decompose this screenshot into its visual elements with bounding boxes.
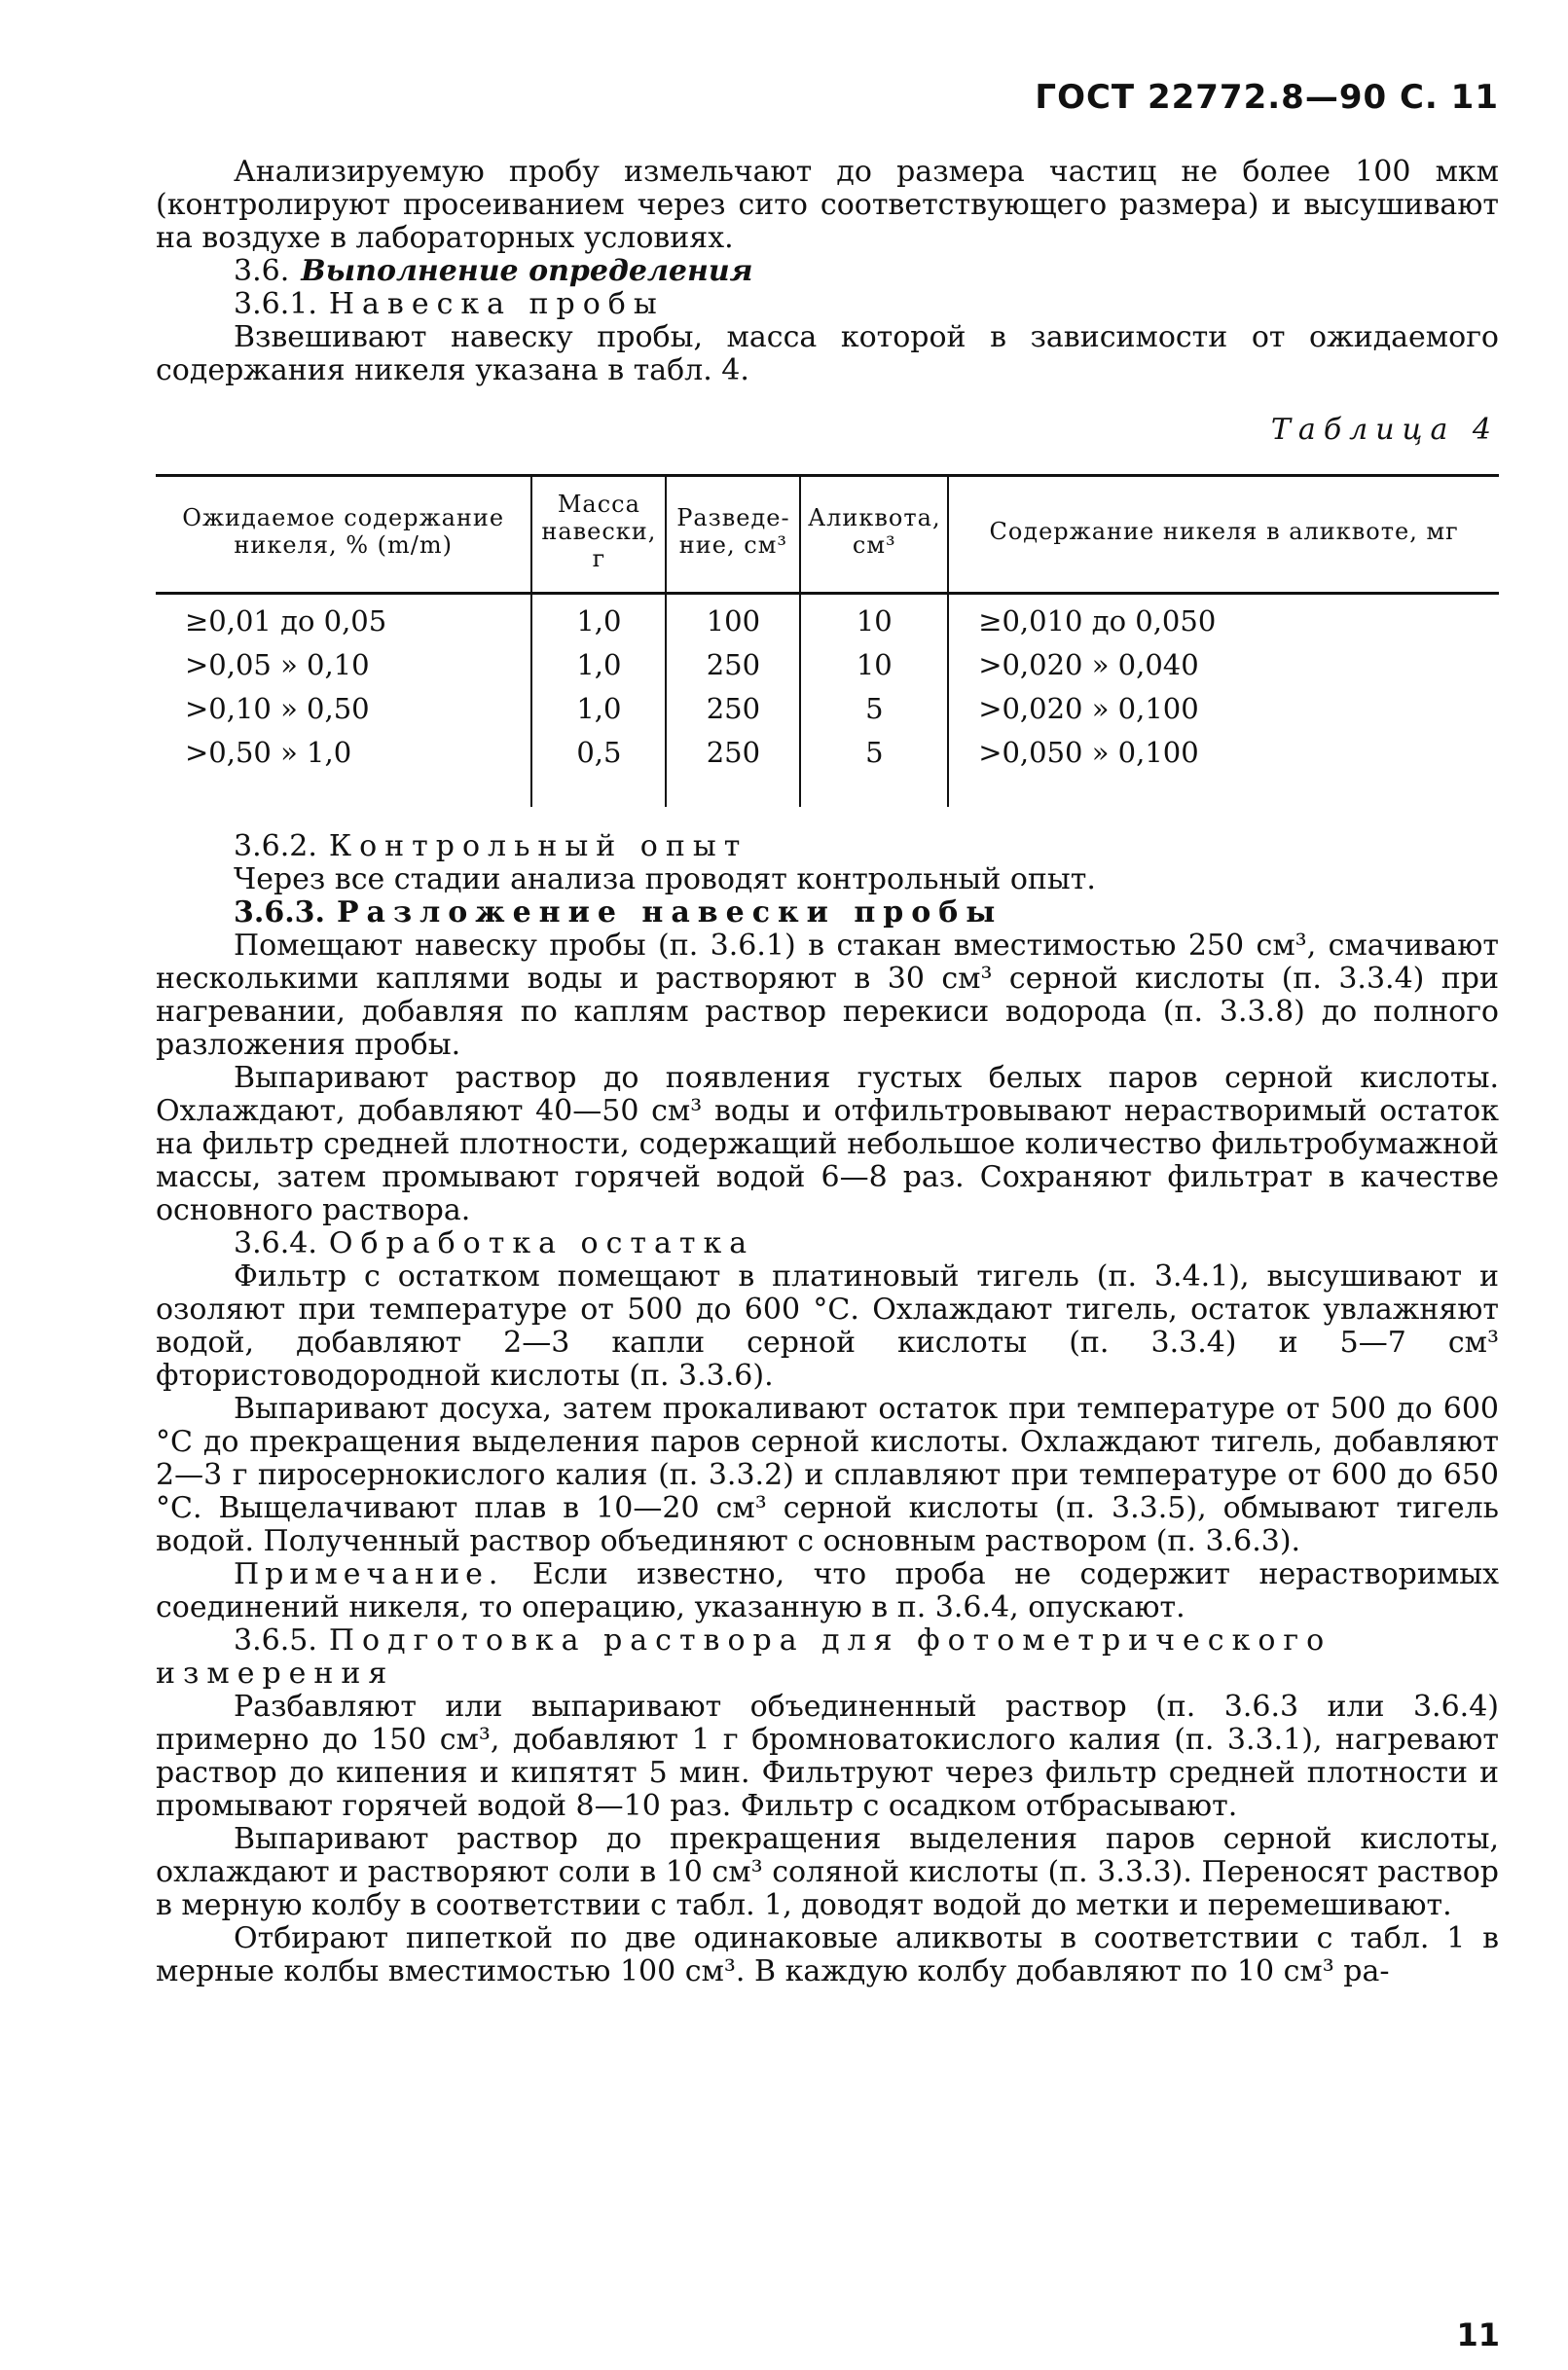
table-cell: 0,5 [531,726,666,807]
table-row [156,682,1499,726]
section-3-6-2-text: Через все стадии анализа проводят контрольный опыт. [234,862,1096,896]
section-title: Навеска пробы [328,287,665,321]
table-cell: 1,0 [531,682,666,726]
table-cell: 250 [666,726,800,807]
table-cell: 10 [800,594,948,639]
nickel-table [156,474,1499,807]
table-cell: >0,10 » 0,50 [185,692,370,725]
table-cell: >0,020 » 0,040 [948,638,1499,682]
section-3-6-4-paragraph-1: Фильтр с остатком помещают в платиновый тигель (п. 3.4.1), высушивают и озоляют при температуре от 500 до 600 °С. Охлаждают тигель, остаток увлажняют водой, добавляют 2—3 капли серной кислоты (п. 3.3.4) и 5—7 см³ фтористоводородной кислоты (п. 3.3.6). [156,1259,1499,1393]
section-number: 3.6.5. [234,1623,317,1658]
table-cell: ≥0,010 до 0,050 [948,594,1499,639]
section-3-6-4-heading [156,1227,1499,1260]
table-cell: 100 [666,594,800,639]
column-header: Масса навески, г [531,476,666,594]
table-body [156,594,1499,808]
table-row [156,638,1499,682]
section-title: Разложение навески пробы [336,895,1003,930]
section-3-6-5-paragraph-1: Разбавляют или выпаривают объединенный раствор (п. 3.6.3 или 3.6.4) примерно до 150 см³, добавляют 1 г бромноватокислого калия (п. 3.3.1), нагревают раствор до кипения и кипятят 5 мин. Фильтруют через фильтр средней плотности и промывают горячей водой 8—10 раз. Фильтр с осадком отбрасывают. [156,1690,1499,1823]
section-3-6-3-heading [156,896,1499,930]
table-cell: >0,020 » 0,100 [948,682,1499,726]
table-row [156,726,1499,807]
section-3-6-5-heading [156,1624,1499,1691]
section-title: Выполнение определения [301,254,753,288]
table-header-row [156,476,1499,594]
section-title: Подготовка раствора для фотометрического измерения [156,1623,1332,1691]
table-row [156,594,1499,639]
intro-paragraph: Анализируемую пробу измельчают до размера частиц не более 100 мкм (контролируют просеиванием через сито соответствующего размера) и высушивают на воздухе в лабораторных условиях. [156,155,1499,255]
section-3-6-1-text: Взвешивают навеску пробы, масса которой в зависимости от ожидаемого содержания никеля указана в табл. 4. [156,320,1499,387]
table-cell: 250 [666,682,800,726]
section-3-6-1-heading [156,288,1499,321]
section-3-6-3-paragraph-2: Выпаривают раствор до появления густых белых паров серной кислоты. Охлаждают, добавляют 40—50 см³ воды и отфильтровывают нерастворимый остаток на фильтр средней плотности, содержащий небольшое количество фильтробумажной массы, затем промывают горячей водой 6—8 раз. Сохраняют фильтрат в качестве основного раствора. [156,1061,1499,1227]
note-text: Если известно, что проба не содержит нерастворимых соединений никеля, то операцию, указанную в п. 3.6.4, опускают. [156,1557,1499,1624]
section-title: Обработка остатка [328,1226,755,1260]
section-3-6-5-paragraph-2: Выпаривают раствор до прекращения выделения паров серной кислоты, охлаждают и растворяют соли в 10 см³ соляной кислоты (п. 3.3.3). Переносят раствор в мерную колбу в соответствии с табл. 1, доводят водой до метки и перемешивают. [156,1822,1499,1922]
section-title: Контрольный опыт [328,829,748,863]
table-cell: 1,0 [531,638,666,682]
note-label: Примечание. [234,1557,504,1591]
table-header [156,476,1499,594]
section-number: 3.6.2. [234,829,317,863]
table-caption: Таблица 4 [1270,413,1499,447]
column-header: Разведе-ние, см³ [666,476,800,594]
column-header: Ожидаемое содержание никеля, % (m/m) [156,476,531,594]
section-number: 3.6.4. [234,1226,317,1260]
section-3-6-4-paragraph-2: Выпаривают досуха, затем прокаливают остаток при температуре от 500 до 600 °С до прекращения выделения паров серной кислоты. Охлаждают тигель, добавляют 2—3 г пиросернокислого калия (п. 3.3.2) и сплавляют при температуре от 600 до 650 °С. Выщелачивают плав в 10—20 см³ серной кислоты (п. 3.3.5), обмывают тигель водой. Полученный раствор объединяют с основным раствором (п. 3.6.3). [156,1392,1499,1558]
column-header: Содержание никеля в аликвоте, мг [948,476,1499,594]
table-cell: ≥0,01 до 0,05 [185,604,387,638]
section-3-6-2-heading [156,830,1499,863]
table-cell: 250 [666,638,800,682]
section-number: 3.6.3. [234,895,325,930]
running-header: ГОСТ 22772.8—90 С. 11 [1035,78,1499,117]
section-3-6-5-paragraph-3: Отбирают пипеткой по две одинаковые аликвоты в соответствии с табл. 1 в мерные колбы вместимостью 100 см³. В каждую колбу добавляют по 10 см³ ра- [156,1921,1499,1988]
section-number: 3.6.1. [234,287,317,321]
page-number: 11 [1456,2316,1500,2353]
table-cell: >0,50 » 1,0 [185,736,352,769]
note-paragraph [156,1558,1499,1624]
table-cell: 10 [800,638,948,682]
column-header: Аликвота, см³ [800,476,948,594]
table-cell: >0,05 » 0,10 [185,648,370,681]
section-3-6-3-paragraph-1: Помещают навеску пробы (п. 3.6.1) в стакан вместимостью 250 см³, смачивают несколькими каплями воды и растворяют в 30 см³ серной кислоты (п. 3.3.4) при нагревании, добавляя по каплям раствор перекиси водорода (п. 3.3.8) до полного разложения пробы. [156,929,1499,1062]
document-page [156,78,1499,1988]
table-cell: >0,050 » 0,100 [948,726,1499,807]
table-cell: 5 [800,726,948,807]
section-3-6-heading [156,255,1499,288]
table-cell: 1,0 [531,594,666,639]
table-cell: 5 [800,682,948,726]
section-number: 3.6. [234,254,290,288]
